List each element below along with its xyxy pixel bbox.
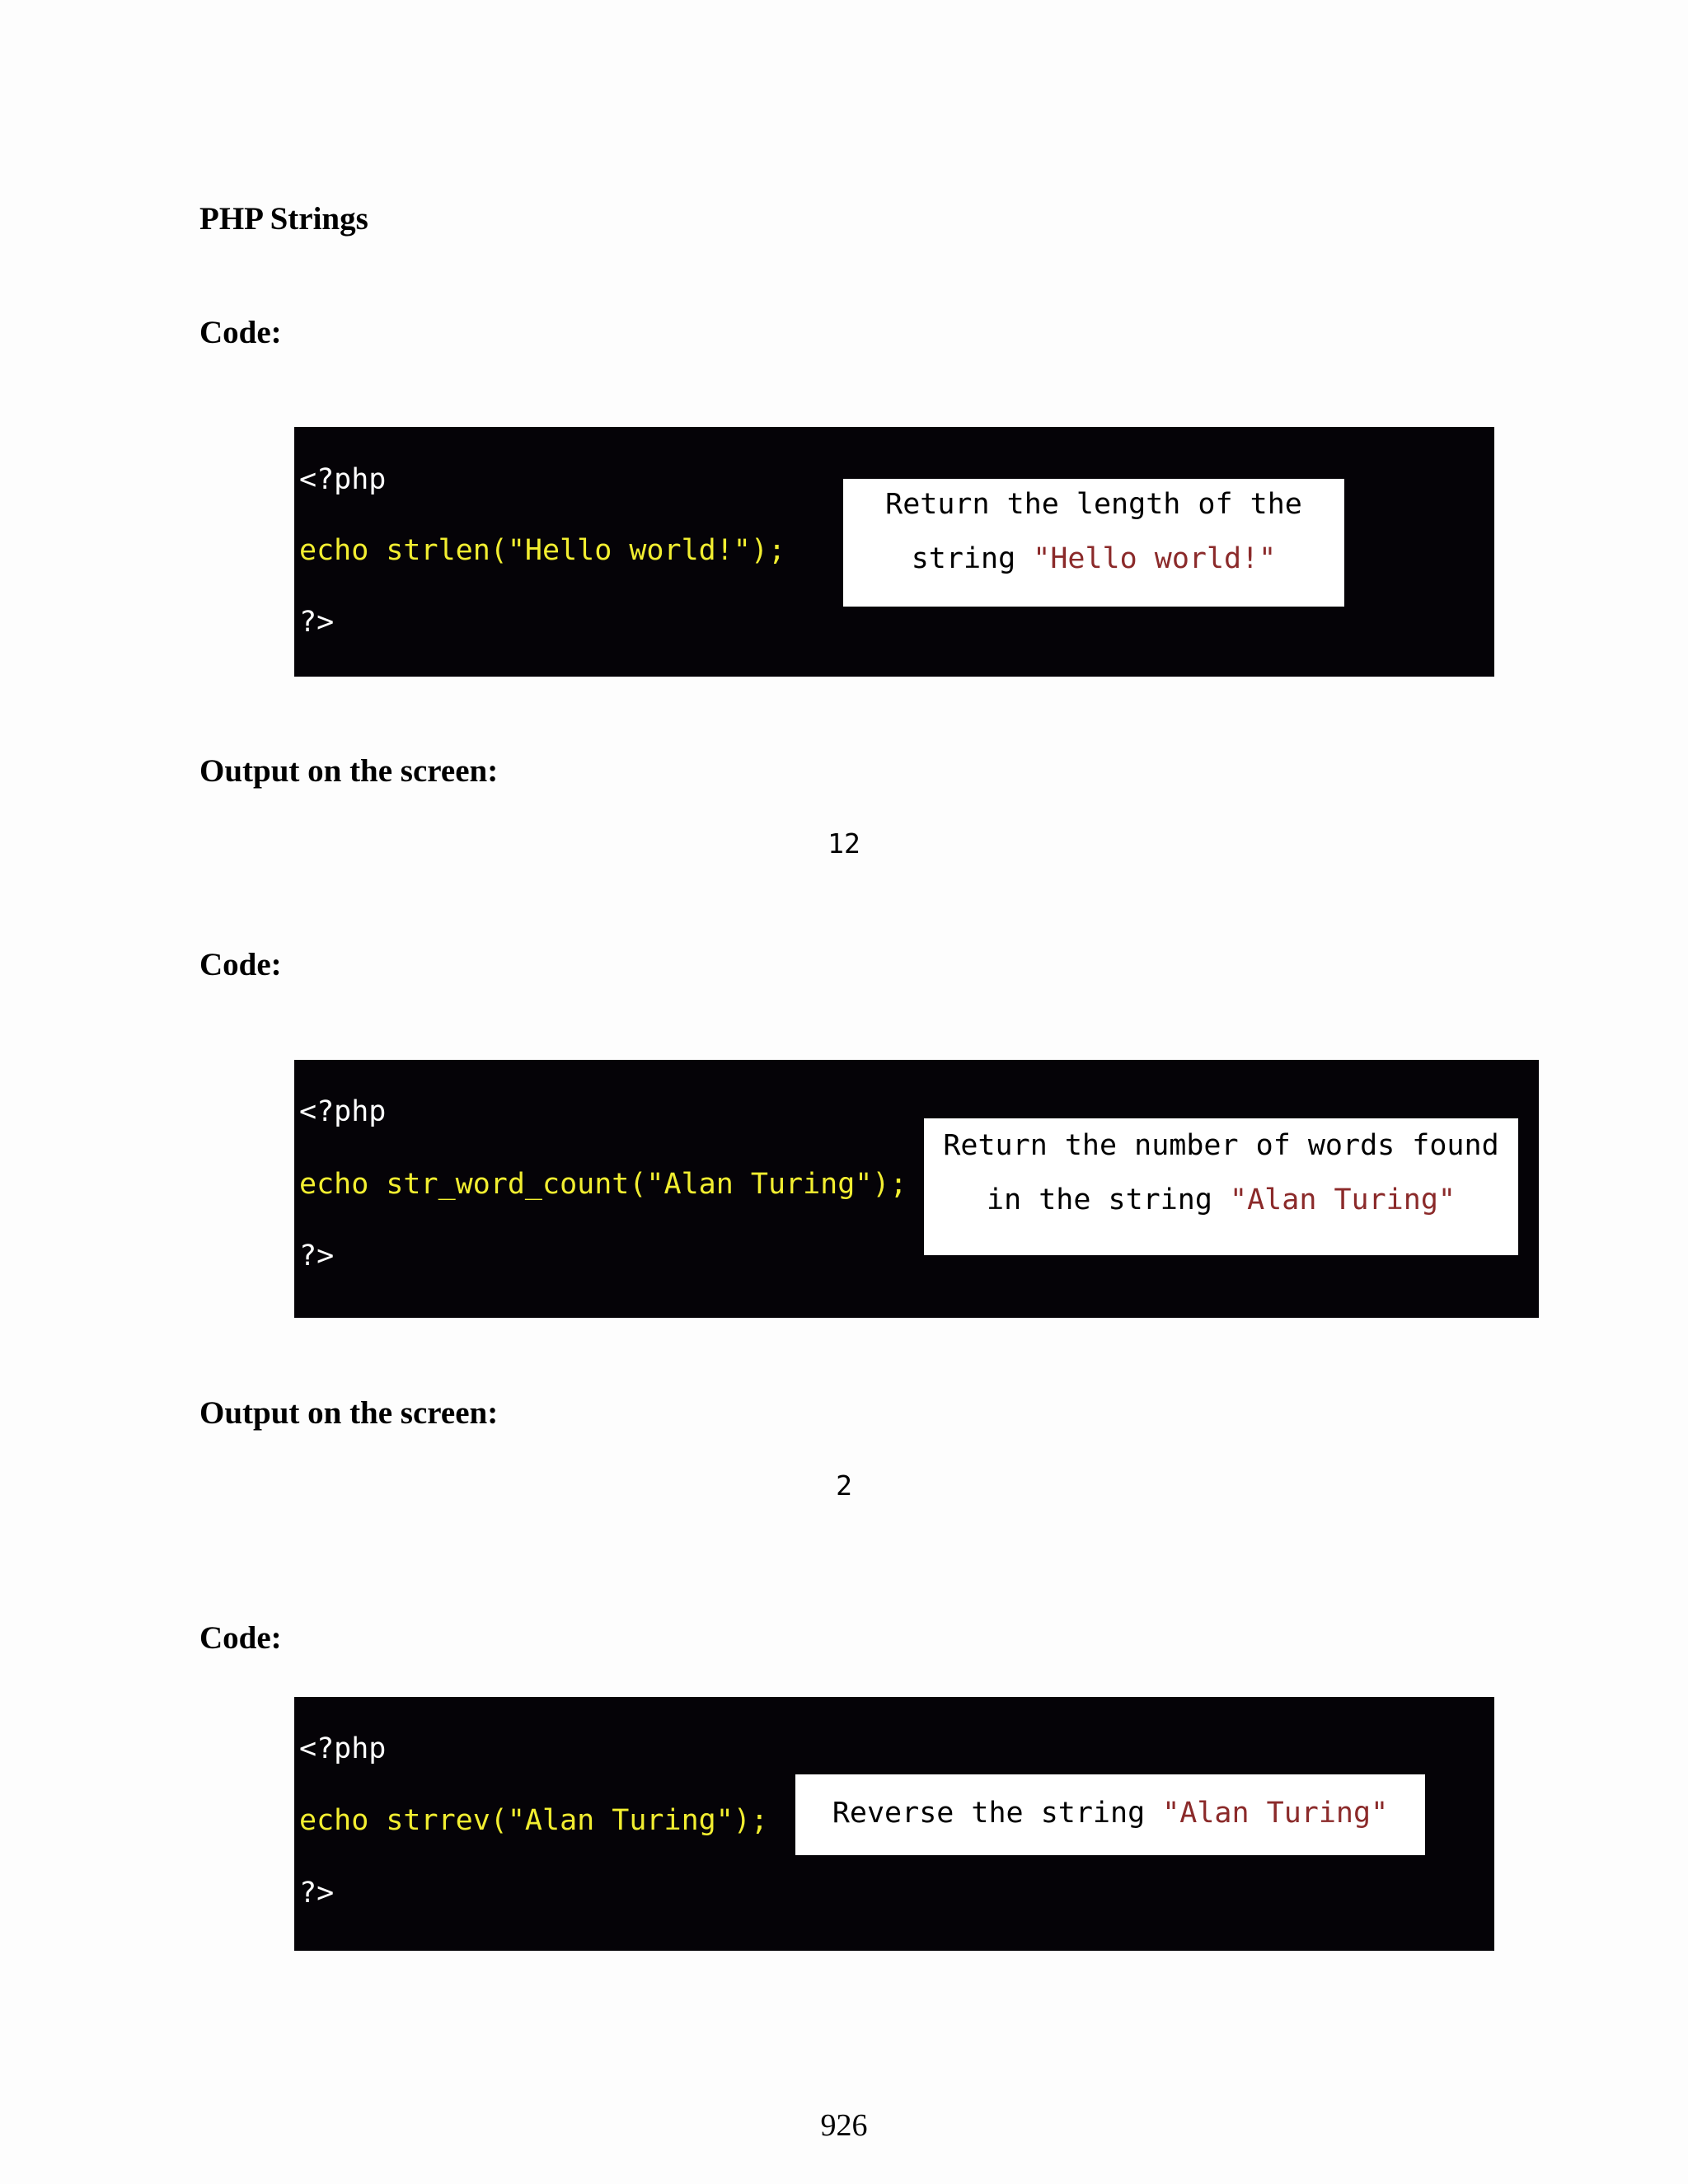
output-label: Output on the screen: (199, 753, 499, 789)
callout-text-line1 (795, 1799, 1425, 1828)
code-block (294, 1060, 1539, 1318)
code-statement: echo strrev("Alan Turing"); (299, 1804, 768, 1837)
code-label: Code: (199, 315, 282, 350)
php-close-tag: ?> (299, 606, 335, 639)
php-close-tag: ?> (299, 1240, 335, 1272)
php-open-tag: <?php (299, 463, 387, 496)
output-label: Output on the screen: (199, 1395, 499, 1431)
code-callout (795, 1774, 1425, 1855)
page-number: 926 (820, 2108, 868, 2143)
php-close-tag: ?> (299, 1877, 335, 1910)
php-open-tag: <?php (299, 1732, 387, 1765)
callout-text: Return the number of words found (943, 1129, 1499, 1162)
callout-text: string (911, 542, 1034, 575)
output-value: 2 (836, 1469, 852, 1502)
output-value: 12 (828, 827, 860, 860)
code-block (294, 427, 1494, 677)
code-block (294, 1697, 1494, 1951)
code-statement: echo str_word_count("Alan Turing"); (299, 1168, 907, 1201)
code-statement: echo strlen("Hello world!"); (299, 534, 786, 567)
string-literal: "Alan Turing" (1162, 1797, 1389, 1830)
code-label: Code: (199, 1620, 282, 1656)
code-callout (843, 479, 1344, 607)
callout-text-line2 (843, 542, 1344, 575)
code-callout (924, 1118, 1518, 1255)
callout-text: Reverse the string (832, 1797, 1163, 1830)
string-literal: "Alan Turing" (1230, 1183, 1456, 1216)
string-literal: "Hello world!" (1033, 542, 1277, 575)
php-open-tag: <?php (299, 1095, 387, 1128)
callout-text: in the string (987, 1183, 1231, 1216)
page-title: PHP Strings (199, 201, 368, 237)
callout-text-line2 (924, 1183, 1518, 1216)
callout-text: Return the length of the (885, 488, 1302, 521)
code-label: Code: (199, 947, 282, 982)
